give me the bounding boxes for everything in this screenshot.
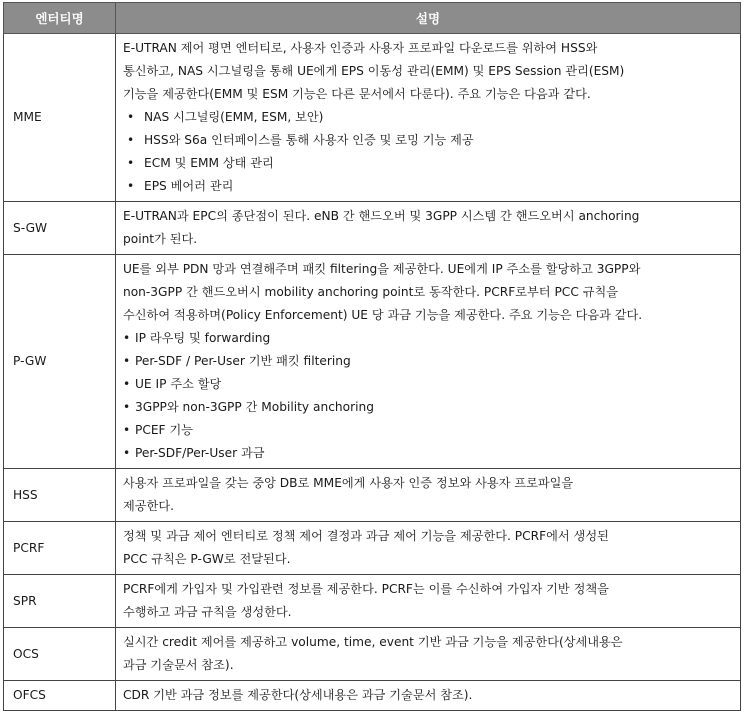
bullet-item [123,106,732,129]
description-line: 과금 기술문서 참조). [123,658,234,672]
bullet-icon: • [123,446,131,460]
bullet-icon: • [127,156,135,170]
description-line: PCRF에게 가입자 및 가입관련 정보를 제공한다. PCRF는 이를 수신하여 가입자 기반 정책을 [123,582,609,596]
description-line: 통신하고, NAS 시그널링을 통해 UE에게 EPS 이동성 관리(EMM) 및 EPS Session 관리(ESM) [123,64,625,78]
entity-name: OFCS [4,681,116,711]
entity-name: PCRF [4,522,116,575]
bullet-item [123,396,732,419]
entity-description [116,255,741,469]
bullet-text: Per-SDF / Per-User 기반 패킷 filtering [135,354,351,368]
table-row [4,34,741,202]
bullet-icon: • [123,354,131,368]
bullet-item [123,152,732,175]
description-line: 기능을 제공한다(EMM 및 ESM 기능은 다른 문서에서 다룬다). 주요 기능은 다음과 같다. [123,87,591,101]
description-line: 정책 및 과금 제어 엔터티로 정책 제어 결정과 과금 제어 기능을 제공한다. PCRF에서 생성된 [123,529,609,543]
table-row [4,575,741,628]
bullet-item [123,327,732,350]
bullet-text: IP 라우팅 및 forwarding [135,331,271,345]
entity-description [116,202,741,255]
entity-name: HSS [4,469,116,522]
bullet-item [123,373,732,396]
entity-column-header: 엔터티명 [4,3,116,34]
description-line: PCC 규칙은 P-GW로 전달된다. [123,552,291,566]
table-row [4,681,741,711]
table-row [4,522,741,575]
entity-name: MME [4,34,116,202]
bullet-item [123,419,732,442]
entity-name: SPR [4,575,116,628]
entity-table [3,2,741,711]
bullet-text: UE IP 주소 할당 [135,377,222,391]
bullet-icon: • [123,331,131,345]
entity-name: S-GW [4,202,116,255]
bullet-icon: • [127,133,135,147]
table-row [4,469,741,522]
entity-description [116,522,741,575]
table-row [4,202,741,255]
bullet-icon: • [127,110,135,124]
bullet-item [123,442,732,465]
bullet-text: ECM 및 EMM 상태 관리 [144,156,274,170]
bullet-text: 3GPP와 non-3GPP 간 Mobility anchoring [135,400,374,414]
entity-name: P-GW [4,255,116,469]
table-row [4,628,741,681]
description-line: 수행하고 과금 규칙을 생성한다. [123,605,292,619]
bullet-icon: • [123,423,131,437]
bullet-text: HSS와 S6a 인터페이스를 통해 사용자 인증 및 로밍 기능 제공 [144,133,474,147]
description-line: non-3GPP 간 핸드오버시 mobility anchoring point로 동작한다. PCRF로부터 PCC 규칙을 [123,285,619,299]
bullet-icon: • [123,377,131,391]
entity-description [116,575,741,628]
table-header-row [4,3,741,34]
description-line: 사용자 프로파일을 갖는 중앙 DB로 MME에게 사용자 인증 정보와 사용자 프로파일을 [123,476,574,490]
table-row [4,255,741,469]
bullet-item [123,175,732,198]
entity-description [116,681,741,711]
bullet-item [123,129,732,152]
description-line: UE를 외부 PDN 망과 연결해주며 패킷 filtering을 제공한다. UE에게 IP 주소를 할당하고 3GPP와 [123,262,641,276]
bullet-text: Per-SDF/Per-User 과금 [135,446,265,460]
bullet-text: EPS 베어러 관리 [144,179,234,193]
bullet-icon: • [123,400,131,414]
bullet-item [123,350,732,373]
description-line: 수신하여 적용하며(Policy Enforcement) UE 당 과금 기능을 제공한다. 주요 기능은 다음과 같다. [123,308,643,322]
bullet-icon: • [127,179,135,193]
entity-description [116,469,741,522]
entity-name: OCS [4,628,116,681]
description-line: point가 된다. [123,232,198,246]
bullet-text: NAS 시그널링(EMM, ESM, 보안) [144,110,324,124]
description-line: 실시간 credit 제어를 제공하고 volume, time, event 기반 과금 기능을 제공한다(상세내용은 [123,635,623,649]
entity-description [116,34,741,202]
description-line: 제공한다. [123,499,174,513]
description-line: E-UTRAN 제어 평면 엔터티로, 사용자 인증과 사용자 프로파일 다운로드를 위하여 HSS와 [123,41,598,55]
bullet-text: PCEF 기능 [135,423,193,437]
description-line: E-UTRAN과 EPC의 종단점이 된다. eNB 간 핸드오버 및 3GPP 시스템 간 핸드오버시 anchoring [123,209,640,223]
description-line: CDR 기반 과금 정보를 제공한다(상세내용은 과금 기술문서 참조). [123,688,473,702]
entity-description [116,628,741,681]
description-column-header: 설명 [116,3,741,34]
